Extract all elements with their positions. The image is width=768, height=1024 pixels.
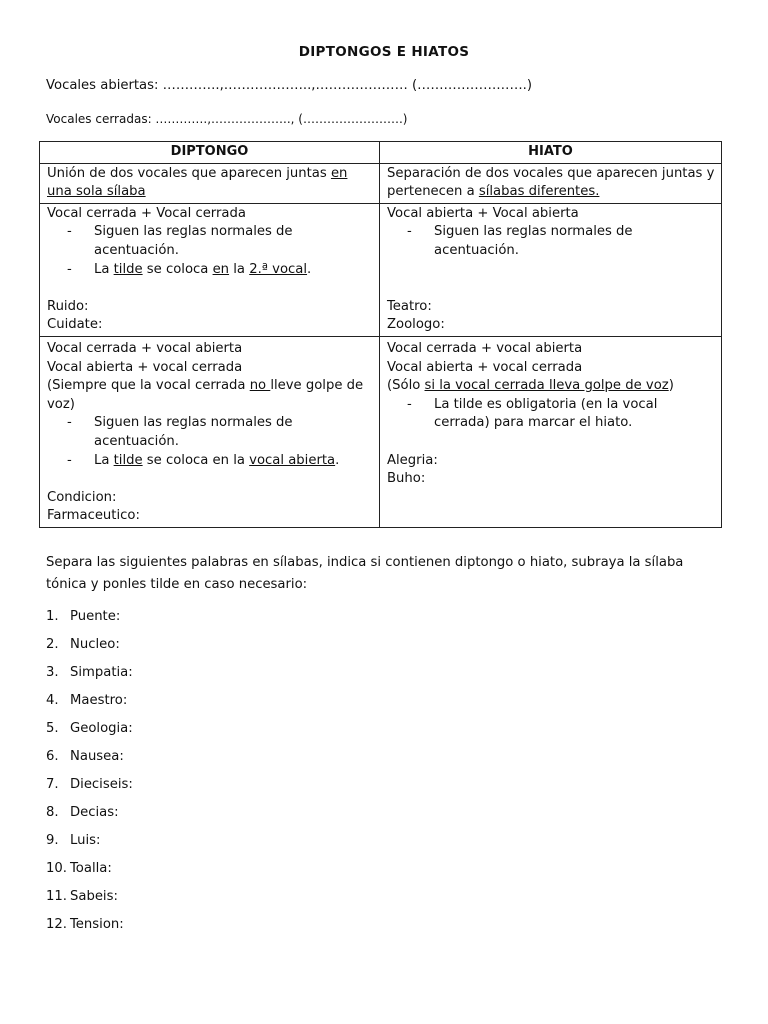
exercise-list: [46, 609, 133, 945]
exercise-number: 4.: [46, 693, 59, 708]
exercise-word: Sabeis:: [70, 889, 118, 904]
exercise-word: Dieciseis:: [70, 777, 133, 792]
exercise-item: [46, 693, 133, 721]
example-word: Farmaceutico:: [47, 508, 140, 524]
exercise-number: 5.: [46, 721, 59, 736]
exercise-item: [46, 637, 133, 665]
rule-condition: (Siempre que la vocal cerrada no lleve golpe de voz): [47, 378, 364, 412]
rule-type: Vocal cerrada + Vocal cerrada: [47, 205, 246, 221]
exercise-number: 2.: [46, 637, 59, 652]
rule-type: Vocal cerrada + vocal abierta: [387, 340, 583, 356]
header-hiato: HIATO: [380, 142, 722, 164]
header-diptongo: DIPTONGO: [40, 142, 380, 164]
exercise-number: 1.: [46, 609, 59, 624]
bullet-item: - Siguen las reglas normales de acentuación.: [407, 224, 633, 258]
exercise-word: Toalla:: [70, 861, 112, 876]
exercise-item: [46, 749, 133, 777]
exercise-number: 6.: [46, 749, 59, 764]
exercise-number: 7.: [46, 777, 59, 792]
exercise-number: 11.: [46, 889, 67, 904]
exercise-number: 8.: [46, 805, 59, 820]
exercise-word: Simpatia:: [70, 665, 133, 680]
bullet-item: - La tilde se coloca en la vocal abierta.: [67, 452, 340, 468]
rule-type: Vocal cerrada + vocal abierta: [47, 340, 243, 356]
exercise-instructions: Separa las siguientes palabras en sílabas, indica si contienen diptongo o hiato, subraya la sílaba tónica y ponles tilde en caso necesario:: [46, 555, 684, 592]
rule-type: Vocal abierta + vocal cerrada: [387, 359, 583, 375]
exercise-item: [46, 721, 133, 749]
example-word: Cuidate:: [47, 317, 103, 333]
diptongo-definition: Unión de dos vocales que aparecen juntas en una sola sílaba: [40, 163, 380, 203]
rule-type: Vocal abierta + Vocal abierta: [387, 205, 579, 221]
example-word: Ruido:: [47, 298, 89, 314]
closed-vowels-line: Vocales cerradas: ………….,……………….., (…………………….): [46, 112, 408, 126]
example-word: Alegria:: [387, 452, 438, 468]
exercise-word: Maestro:: [70, 693, 128, 708]
diptongo-cerrada-cerrada-cell: [40, 203, 380, 336]
exercise-word: Puente:: [70, 609, 121, 624]
example-word: Buho:: [387, 471, 426, 487]
bullet-item: - La tilde es obligatoria (en la vocal cerrada) para marcar el hiato.: [407, 396, 658, 431]
hiato-definition: Separación de dos vocales que aparecen juntas y pertenecen a sílabas diferentes.: [380, 163, 722, 203]
exercise-item: [46, 805, 133, 833]
rule-type: Vocal abierta + vocal cerrada: [47, 359, 243, 375]
exercise-item: [46, 861, 133, 889]
exercise-item: [46, 609, 133, 637]
exercise-word: Nucleo:: [70, 637, 120, 652]
exercise-item: [46, 665, 133, 693]
exercise-word: Geologia:: [70, 721, 133, 736]
example-word: Zoologo:: [387, 317, 445, 333]
page-title: DIPTONGOS E HIATOS: [298, 44, 470, 60]
exercise-word: Luis:: [70, 833, 101, 848]
example-word: Condicion:: [47, 489, 117, 505]
bullet-item: - Siguen las reglas normales de acentuación.: [67, 224, 293, 258]
bullet-item: - Siguen las reglas normales de acentuación.: [67, 415, 293, 449]
exercise-word: Decias:: [70, 805, 119, 820]
exercise-item: [46, 777, 133, 805]
example-word: Teatro:: [387, 298, 432, 314]
exercise-number: 3.: [46, 665, 59, 680]
exercise-item: [46, 917, 133, 945]
diptongo-hiato-table: [39, 141, 722, 528]
open-vowels-line: Vocales abiertas: ………….,………………..,………………… (…………………….): [46, 78, 532, 93]
hiato-abierta-abierta-cell: [380, 203, 722, 336]
diptongo-mixed-cell: [40, 336, 380, 527]
exercise-item: [46, 833, 133, 861]
exercise-number: 10.: [46, 861, 67, 876]
bullet-item: - La tilde se coloca en la 2.ª vocal.: [67, 261, 312, 277]
hiato-mixed-cell: [380, 336, 722, 527]
exercise-item: [46, 889, 133, 917]
exercise-word: Tension:: [70, 917, 124, 932]
exercise-number: 12.: [46, 917, 67, 932]
exercise-number: 9.: [46, 833, 59, 848]
exercise-word: Nausea:: [70, 749, 124, 764]
rule-condition: (Sólo si la vocal cerrada lleva golpe de voz): [387, 378, 674, 394]
